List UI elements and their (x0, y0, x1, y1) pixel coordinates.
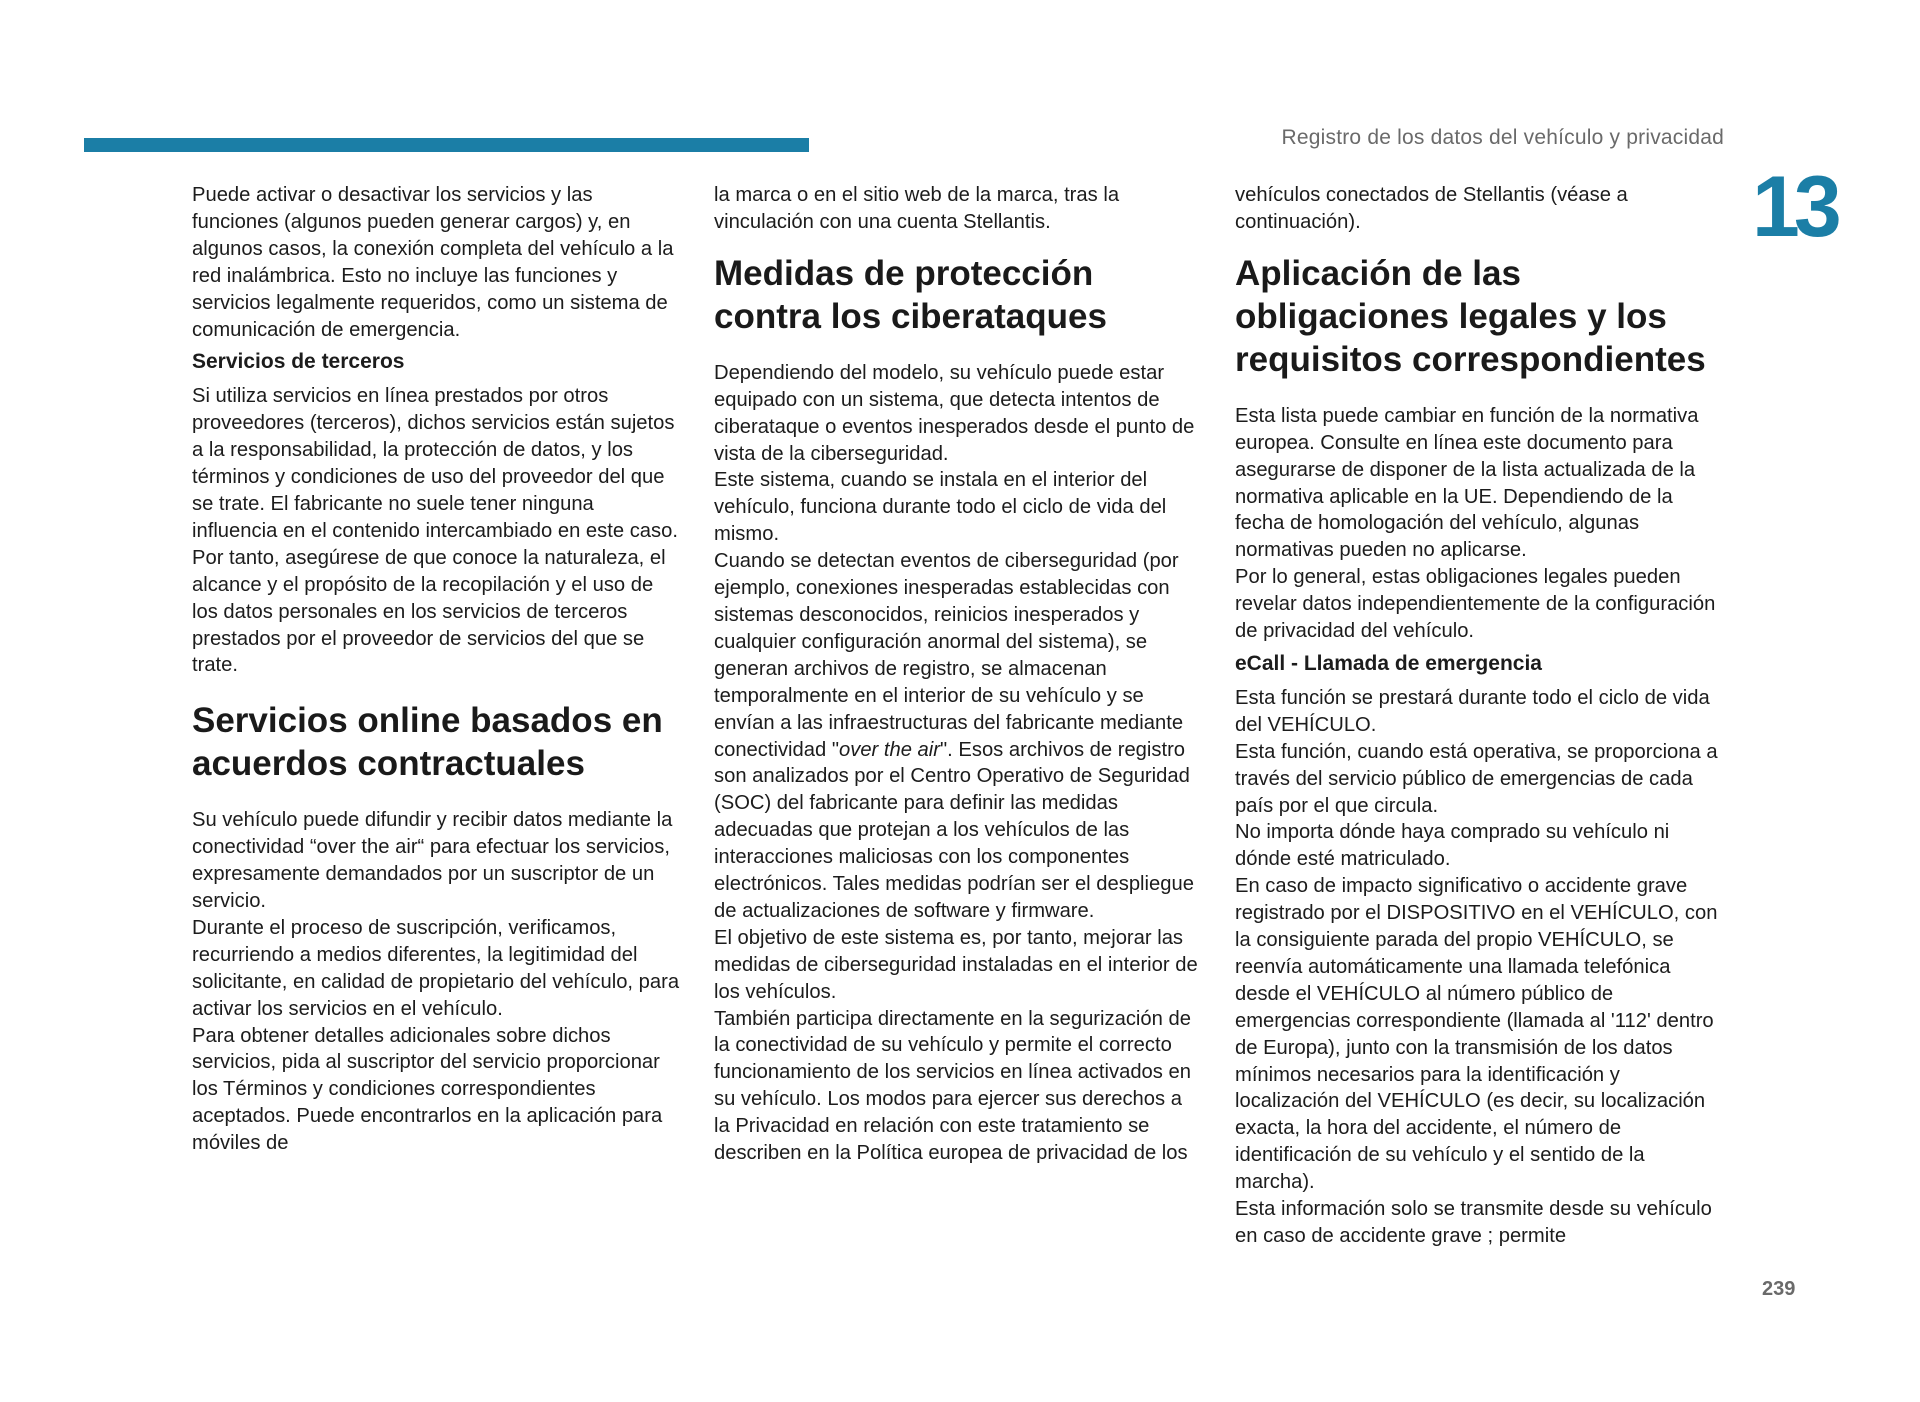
running-header: Registro de los datos del vehículo y privacidad (1281, 126, 1724, 149)
paragraph: El objetivo de este sistema es, por tanto, mejorar las medidas de ciberseguridad instaladas en el interior de los vehículos. (714, 926, 1198, 1003)
paragraph: vehículos conectados de Stellantis (véase a continuación). (1235, 184, 1628, 233)
paragraph: Esta información solo se transmite desde su vehículo en caso de accidente grave ; permite (1235, 1198, 1712, 1247)
section-heading-legal-obligations: Aplicación de las obligaciones legales y los requisitos correspondientes (1235, 253, 1706, 379)
column-2 (714, 182, 1202, 1167)
paragraph: También participa directamente en la segurización de la conectividad de su vehículo y permite el correcto funcionamiento de los servicios en línea activados en su vehículo. Los modos para ejercer sus derechos a la Privacidad en relación con este tratamiento se describen en la Política europea de privacidad de los (714, 1007, 1191, 1165)
paragraph (714, 548, 1202, 925)
paragraph: Esta lista puede cambiar en función de la normativa europea. Consulte en línea este documento para asegurarse de disponer de la lista actualizada de la normativa aplicable en la UE. Dependiendo de la fecha de homologación del vehículo, algunas normativas pueden no aplicarse. (1235, 404, 1699, 562)
paragraph: Su vehículo puede difundir y recibir datos mediante la conectividad “over the air“ para efectuar los servicios, expresamente demandados por un suscriptor de un servicio. (192, 809, 673, 913)
paragraph: En caso de impacto significativo o accidente grave registrado por el DISPOSITIVO en el VEHÍCULO, con la consiguiente parada del propio VEHÍCULO, se reenvía automáticamente una llamada telefónica desde el VEHÍCULO al número público de emergencias correspondiente (llamada al '112' dentro de Europa), junto con la transmisión de los datos mínimos necesarios para la identificación y localización del VEHÍCULO (es decir, su localización exacta, la hora del accidente, el número de identificación de su vehículo y el sentido de la marcha). (1235, 875, 1718, 1194)
paragraph: No importa dónde haya comprado su vehículo ni dónde esté matriculado. (1235, 821, 1670, 871)
paragraph: Dependiendo del modelo, su vehículo puede estar equipado con un sistema, que detecta intentos de ciberataque o eventos inesperados desde el punto de vista de la ciberseguridad. (714, 361, 1195, 465)
column-3 (1235, 182, 1723, 1250)
paragraph: Por lo general, estas obligaciones legales pueden revelar datos independientemente de la configuración de privacidad del vehículo. (1235, 566, 1716, 643)
paragraph: Puede activar o desactivar los servicios y las funciones (algunos pueden generar cargos) y, en algunos casos, la conexión completa del vehículo a la red inalámbrica. Esto no incluye las funciones y servicios legalmente requeridos, como un sistema de comunicación de emergencia. (192, 184, 674, 341)
paragraph: Por tanto, asegúrese de que conoce la naturaleza, el alcance y el propósito de la recopilación y el uso de los datos personales en los servicios de terceros prestados por el proveedor de servicios del que se trate. (192, 546, 666, 677)
paragraph: Durante el proceso de suscripción, verificamos, recurriendo a medios diferentes, la legitimidad del solicitante, en calidad de propietario del vehículo, para activar los servicios en el vehículo. (192, 916, 680, 1020)
paragraph: Para obtener detalles adicionales sobre dichos servicios, pida al suscriptor del servicio proporcionar los Términos y condiciones correspondientes aceptados. Puede encontrarlos en la aplicación para móviles de (192, 1024, 663, 1155)
paragraph: la marca o en el sitio web de la marca, tras la vinculación con una cuenta Stellantis. (714, 184, 1120, 233)
subheading-ecall: eCall - Llamada de emergencia (1235, 651, 1542, 675)
page-number: 239 (1762, 1278, 1796, 1300)
section-heading-online-services: Servicios online basados en acuerdos contractuales (192, 701, 663, 784)
column-1 (192, 182, 680, 1157)
chapter-number: 13 (1752, 159, 1836, 255)
paragraph: Esta función, cuando está operativa, se proporciona a través del servicio público de emergencias de cada país por el que circula. (1235, 740, 1718, 817)
paragraph: Este sistema, cuando se instala en el interior del vehículo, funciona durante todo el ciclo de vida del mismo. (714, 469, 1167, 546)
italic-term-over-the-air: over the air (839, 738, 940, 761)
text-span: Cuando se detectan eventos de ciberseguridad (por ejemplo, conexiones inesperadas establecidas con sistemas desconocidos, reinicios inesperados y cualquier configuración anormal del sistema), se generan archivos de registro, se almacenan temporalmente en el interior de su vehículo y se envían a las infraestructuras del fabricante mediante conectividad " (714, 550, 1184, 761)
header-accent-bar (84, 138, 809, 152)
subheading-third-party-services: Servicios de terceros (192, 350, 405, 374)
text-span: ". Esos archivos de registro son analizados por el Centro Operativo de Seguridad (SOC) del fabricante para definir las medidas adecuadas que protejan a los vehículos de las interacciones maliciosas con los componentes electrónicos. Tales medidas podrían ser el despliegue de actualizaciones de software y firmware. (714, 738, 1194, 922)
paragraph: Esta función se prestará durante todo el ciclo de vida del VEHÍCULO. (1235, 686, 1710, 736)
section-heading-cyberattack-protection: Medidas de protección contra los ciberataques (714, 253, 1107, 336)
paragraph: Si utiliza servicios en línea prestados por otros proveedores (terceros), dichos servicios están sujetos a la responsabilidad, la protección de datos, y los términos y condiciones de uso del proveedor del que se trate. El fabricante no suele tener ninguna influencia en el contenido intercambiado en este caso. (192, 385, 678, 542)
